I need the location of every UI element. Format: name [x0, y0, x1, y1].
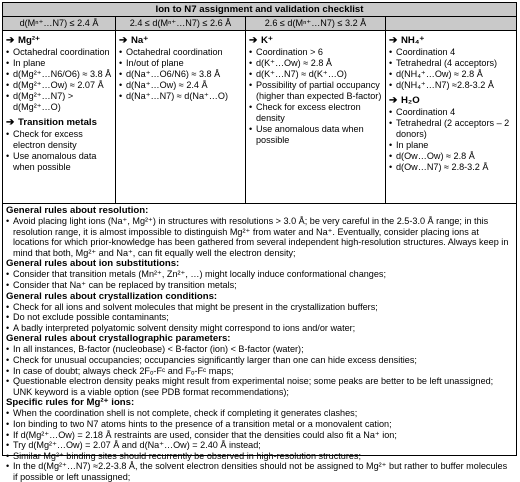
ion-name: Na⁺ — [131, 35, 149, 46]
ion-name: NH₄⁺ — [401, 35, 425, 46]
list-item: • Possibility of partial occupancy (higher than expected B-factor) — [249, 80, 383, 102]
list-item: • Check for unusual occupancies; occupancies significantly larger than one can hide excess densities; — [6, 355, 513, 366]
list-item: • Octahedral coordination — [119, 47, 243, 58]
ion-columns — [3, 31, 516, 204]
ion-criteria-list — [6, 129, 113, 173]
list-item: • d(Mg²⁺…N6/O6) ≈ 3.8 Å — [6, 69, 113, 80]
rules-list — [6, 269, 513, 290]
column-header-3: 2.6 ≤ d(Mⁿ⁺…N7) ≤ 3.2 Å — [246, 17, 386, 30]
ion-heading-h2o — [389, 95, 514, 106]
list-item: • Check for excess electron density — [6, 129, 113, 151]
general-rules — [3, 204, 516, 482]
list-item: • Do not exclude possible contaminants; — [6, 312, 513, 323]
rules-list — [6, 302, 513, 334]
column-header-4 — [386, 17, 516, 30]
arrow-icon: ➔ — [6, 35, 15, 46]
ion-criteria-list — [6, 47, 113, 113]
ion-criteria-list — [119, 47, 243, 102]
rules-heading-substitutions: General rules about ion substitutions: — [6, 258, 180, 270]
column-header-2: 2.4 ≤ d(Mⁿ⁺…N7) ≤ 2.6 Å — [116, 17, 246, 30]
list-item: • d(K⁺…Ow) ≈ 2.8 Å — [249, 58, 383, 69]
ion-criteria-list — [249, 47, 383, 146]
list-item: • Octahedral coordination — [6, 47, 113, 58]
list-item: • Try d(Mg²⁺…Ow) = 2.07 Å and d(Na⁺…Ow) = 2.40 Å instead; — [6, 440, 513, 451]
list-item: • d(Na⁺…O6/N6) ≈ 3.8 Å — [119, 69, 243, 80]
list-item: • Questionable electron density peaks might result from experimental noise; some peaks are better to be left unassigned; UNK keyword is a viable option (see PDB format recommendations); — [6, 376, 513, 397]
column-header-row — [3, 17, 516, 31]
list-item: • Use anomalous data when possible — [249, 124, 383, 146]
list-item: • d(Mg²⁺…Ow) ≈ 2.07 Å — [6, 80, 113, 91]
arrow-icon: ➔ — [249, 35, 258, 46]
list-item: • d(Ow…N7) ≈ 2.8-3.2 Å — [389, 162, 514, 173]
rules-heading-crystallographic: General rules about crystallographic parameters: — [6, 333, 231, 345]
list-item: • In plane — [389, 140, 514, 151]
ion-heading-transition-metals — [6, 117, 113, 128]
column-nh4-h2o — [386, 31, 516, 203]
rules-list — [6, 408, 513, 482]
list-item: • In plane — [6, 58, 113, 69]
ion-criteria-list — [389, 107, 514, 173]
list-item: • In case of doubt; always check 2Fₒ-Fᶜ and Fₒ-Fᶜ maps; — [6, 366, 513, 377]
list-item: • Tetrahedral (2 acceptors – 2 donors) — [389, 118, 514, 140]
list-item: • When the coordination shell is not complete, check if completing it generates clashes; — [6, 408, 513, 419]
list-item: • A badly interpreted polyatomic solvent density might correspond to ions and/or water; — [6, 323, 513, 334]
list-item: • Tetrahedral (4 acceptors) — [389, 58, 514, 69]
list-item: • d(Mg²⁺…N7) > d(Mg²⁺…O) — [6, 91, 113, 113]
list-item: • Coordination > 6 — [249, 47, 383, 58]
arrow-icon: ➔ — [6, 117, 15, 128]
list-item: • Coordination 4 — [389, 107, 514, 118]
list-item: • d(Na⁺…N7) ≈ d(Na⁺…O) — [119, 91, 243, 102]
list-item: • Consider that Na⁺ can be replaced by transition metals; — [6, 280, 513, 291]
arrow-icon: ➔ — [389, 35, 398, 46]
list-item: • Similar Mg²⁺ binding sites should recurrently be observed in high-resolution structures; — [6, 451, 513, 462]
ion-name: Transition metals — [18, 117, 97, 128]
list-item: • In all instances, B-factor (nucleobase) < B-factor (ion) < B-factor (water); — [6, 344, 513, 355]
rules-heading-resolution: General rules about resolution: — [6, 205, 149, 216]
list-item: • Coordination 4 — [389, 47, 514, 58]
ion-heading-nh4 — [389, 35, 514, 46]
ion-name: Mg²⁺ — [18, 35, 41, 46]
list-item: • In/out of plane — [119, 58, 243, 69]
rules-heading-mg-specific: Specific rules for Mg²⁺ ions: — [6, 397, 135, 409]
ion-heading-mg — [6, 35, 113, 46]
list-item: • Check for all ions and solvent molecules that might be present in the crystallization buffers; — [6, 302, 513, 313]
ion-heading-k — [249, 35, 383, 46]
ion-name: H₂O — [401, 95, 420, 106]
list-item: • If d(Mg²⁺…Ow) = 2.18 Å restraints are used, consider that the densities could also fit a Na⁺ ion; — [6, 430, 513, 441]
column-header-1: d(Mⁿ⁺…N7) ≤ 2.4 Å — [3, 17, 116, 30]
arrow-icon: ➔ — [119, 35, 128, 46]
list-item: • Avoid placing light ions (Na⁺, Mg²⁺) in structures with resolutions > 3.0 Å; be very careful in the 2.5-3.0 Å range; in this resolution range, it is almost impossible to distinguish Mg²⁺ from water and Na⁺. Eventually, consider placing ions at locations for which prior-knowledge has been gathered from several independent high-resolution structures. Always keep in mind that both, Mg²⁺ and Na⁺, can fit equally well the electron density; — [6, 216, 513, 258]
list-item: • d(Ow…Ow) ≈ 2.8 Å — [389, 151, 514, 162]
list-item: • Consider that transition metals (Mn²⁺, Zn²⁺, …) might locally induce conformational changes; — [6, 269, 513, 280]
list-item: • d(NH₄⁺…N7) ≈2.8-3.2 Å — [389, 80, 514, 91]
rules-heading-crystallization: General rules about crystallization conditions: — [6, 290, 218, 302]
rules-list — [6, 216, 513, 258]
list-item: • d(NH₄⁺…Ow) ≈ 2.8 Å — [389, 69, 514, 80]
list-item: • Use anomalous data when possible — [6, 151, 113, 173]
rules-list — [6, 344, 513, 397]
list-item: • In the d(Mg²⁺…N7) ≈2.2-3.8 Å, the solvent electron densities should not be assigned to Mg²⁺ but rather to buffer molecules if possible or left unassigned; — [6, 461, 513, 482]
list-item: • d(Na⁺…Ow) ≈ 2.4 Å — [119, 80, 243, 91]
column-mg — [3, 31, 116, 203]
column-k — [246, 31, 386, 203]
list-item: • Ion binding to two N7 atoms hints to the presence of a transition metal or a monovalent cation; — [6, 419, 513, 430]
ion-heading-na — [119, 35, 243, 46]
ion-name: K⁺ — [261, 35, 273, 46]
table-title: Ion to N7 assignment and validation checklist — [3, 3, 516, 17]
checklist-table — [2, 2, 517, 482]
column-na — [116, 31, 246, 203]
arrow-icon: ➔ — [389, 95, 398, 106]
list-item: • d(K⁺…N7) ≈ d(K⁺…O) — [249, 69, 383, 80]
ion-criteria-list — [389, 47, 514, 91]
list-item: • Check for excess electron density — [249, 102, 383, 124]
